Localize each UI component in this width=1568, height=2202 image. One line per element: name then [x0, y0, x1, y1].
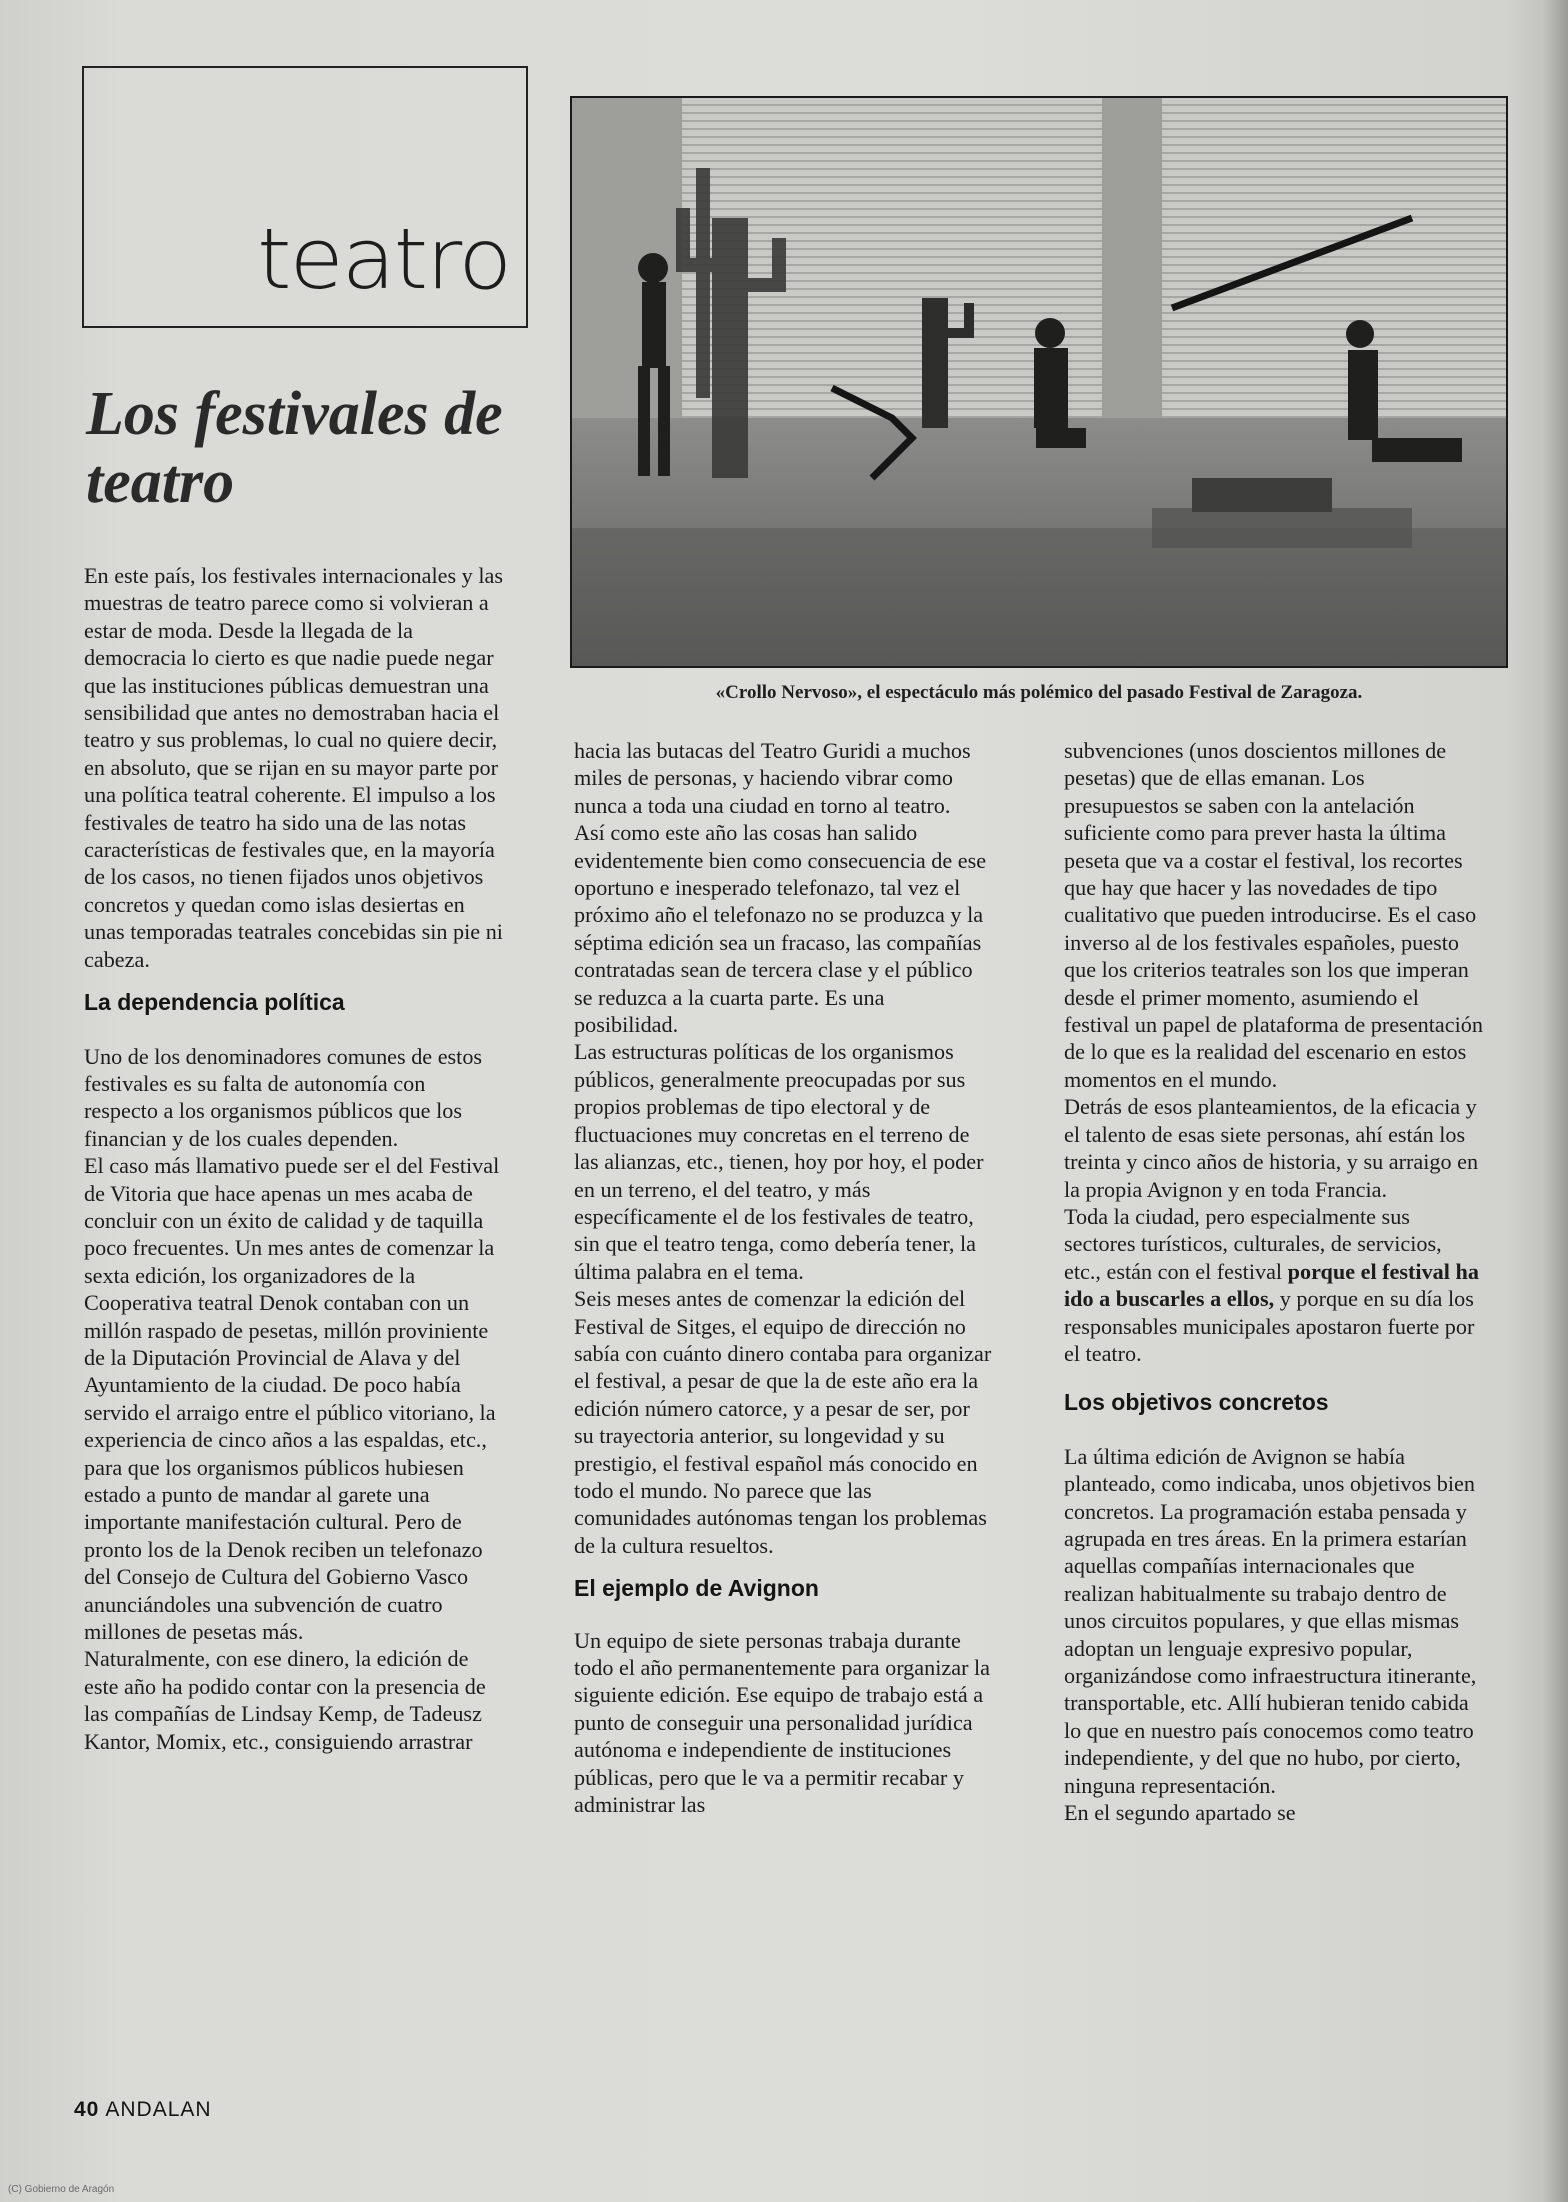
paragraph: En el segundo apartado se: [1064, 1800, 1296, 1826]
bold-emphasis: porque el festival ha ido a buscarles a ellos,: [1064, 1258, 1479, 1312]
paragraph: Un equipo de siete personas trabaja durante todo el año permanentemente para organizar la siguiente edición. Ese equipo de trabajo está a punto de conseguir una personalidad jurídica autónoma e independiente de instituciones públicas, pero que le va a permitir recabar y administrar las: [574, 1627, 991, 1818]
article-column-1: [84, 562, 504, 1755]
section-label: teatro: [256, 210, 511, 308]
paragraph: Las estructuras políticas de los organismos públicos, generalmente preocupadas por sus propios problemas de tipo electoral y de fluctuaciones muy concretas en el terreno de las alianzas, etc., tienen, hoy por hoy, el poder en un terreno, el del teatro, y más específicamente el de los festivales de teatro, sin que el teatro tenga, como debería tener, la última palabra en el tema.: [574, 1039, 984, 1284]
subheading-avignon: El ejemplo de Avignon: [574, 1575, 819, 1602]
article-column-2: [574, 737, 994, 1818]
article-photo: [570, 96, 1508, 668]
paragraph-text: y porque en su día los responsables municipales apostaron fuerte por el teatro.: [1064, 1286, 1475, 1366]
page-number: 40: [74, 2098, 100, 2121]
paragraph: Naturalmente, con ese dinero, la edición de este año ha podido contar con la presencia de las compañías de Lindsay Kemp, de Tadeusz Kantor, Momix, etc., consiguiendo arrastrar: [84, 1646, 486, 1754]
photo-caption: «Crollo Nervoso», el espectáculo más polémico del pasado Festival de Zaragoza.: [715, 682, 1363, 703]
paragraph: subvenciones (unos doscientos millones de pesetas) que de ellas emanan. Los presupuestos se saben con la antelación suficiente como para prever hasta la última peseta que va a costar el festival, los recortes que hay que hacer y las novedades de tipo cualitativo que pueden introducirse. Es el caso inverso al de los festivales españoles, puesto que los criterios teatrales son los que imperan desde el primer momento, asumiendo el festival un papel de plataforma de presentación de lo que es la realidad del escenario en estos momentos en el mundo.: [1064, 738, 1483, 1092]
section-header-box: [82, 66, 528, 328]
stage-photo-illustration: [572, 98, 1506, 666]
paragraph: Así como este año las cosas han salido evidentemente bien como consecuencia de ese oportuno e inesperado telefonazo, tal vez el próximo año el telefonazo no se produzca y la séptima edición sea un fracaso, las compañías contratadas sean de tercera clase y el público se reduzca a la cuarta parte. Es una posibilidad.: [574, 820, 987, 1038]
paragraph-text: Toda la ciudad, pero especialmente sus sectores turísticos, culturales, de servicios, etc., están con el festival: [1064, 1203, 1442, 1284]
copyright-credit: (C) Gobierno de Aragón: [8, 2184, 115, 2195]
article-column-3: [1064, 737, 1484, 1826]
paragraph: [1064, 1203, 1484, 1367]
magazine-name: ANDALAN: [105, 2098, 212, 2121]
intro-paragraph: En este país, los festivales internacionales y las muestras de teatro parece como si volvieran a estar de moda. Desde la llegada de la democracia lo cierto es que nadie puede negar que las instituciones públicas demuestran una sensibilidad que antes no demostraban hacia el teatro y sus problemas, lo cual no quiere decir, en absoluto, que se rijan en su mayor parte por una política teatral coherente. El impulso a los festivales de teatro ha sido una de las notas características de festivales que, en la mayoría de los casos, no tienen fijados unos objetivos concretos y quedan como islas desiertas en unas temporadas teatrales concebidas sin pie ni cabeza.: [84, 563, 503, 972]
article-headline: Los festivales de teatro: [86, 380, 503, 516]
page-footer: [74, 2098, 212, 2122]
paragraph: Seis meses antes de comenzar la edición del Festival de Sitges, el equipo de dirección no sabía con cuánto dinero contaba para organizar el festival, a pesar de que la de este año era la edición número catorce, y a pesar de ser, por su trayectoria anterior, su longevidad y su prestigio, el festival español más conocido en todo el mundo. No parece que las comunidades autónomas tengan los problemas de la cultura resueltos.: [574, 1286, 992, 1558]
paragraph: Uno de los denominadores comunes de estos festivales es su falta de autonomía con respecto a los organismos públicos que los financian y de los cuales dependen.: [84, 1043, 483, 1151]
paragraph: La última edición de Avignon se había planteado, como indicaba, unos objetivos bien concretos. La programación estaba pensada y agrupada en tres áreas. En la primera estarían aquellas compañías internacionales que realizan habitualmente su trabajo dentro de unos circuitos populares, y que ellas mismas adoptan un lenguaje expresivo popular, organizándose como infraestructura itinerante, transportable, etc. Allí hubieran tenido cabida lo que en nuestro país conocemos como teatro independiente, y del que no hubo, por cierto, ninguna representación.: [1064, 1443, 1477, 1798]
paragraph: Detrás de esos planteamientos, de la eficacia y el talento de esas siete personas, ahí están los treinta y cinco años de historia, y su arraigo en la propia Avignon y en toda Francia.: [1064, 1094, 1479, 1202]
paragraph: El caso más llamativo puede ser el del Festival de Vitoria que hace apenas un mes acaba de concluir con un éxito de calidad y de taquilla poco frecuentes. Un mes antes de comenzar la sexta edición, los organizadores de la Cooperativa teatral Denok contaban con un millón raspado de pesetas, millón proviniente de la Diputación Provincial de Alava y del Ayuntamiento de la ciudad. De poco había servido el arraigo entre el público vitoriano, la experiencia de cinco años a las espaldas, etc., para que los organismos públicos hubiesen estado a punto de mandar al garete una importante manifestación cultural. Pero de pronto los de la Denok reciben un telefonazo del Consejo de Cultura del Gobierno Vasco anunciándoles una subvención de cuatro millones de pesetas más.: [84, 1153, 500, 1645]
page-binding-shadow: [1542, 0, 1568, 2202]
subheading-dependencia: La dependencia política: [84, 989, 345, 1016]
paragraph: hacia las butacas del Teatro Guridi a muchos miles de personas, y haciendo vibrar como nunca a toda una ciudad en torno al teatro.: [574, 738, 971, 818]
subheading-objetivos: Los objetivos concretos: [1064, 1389, 1329, 1416]
